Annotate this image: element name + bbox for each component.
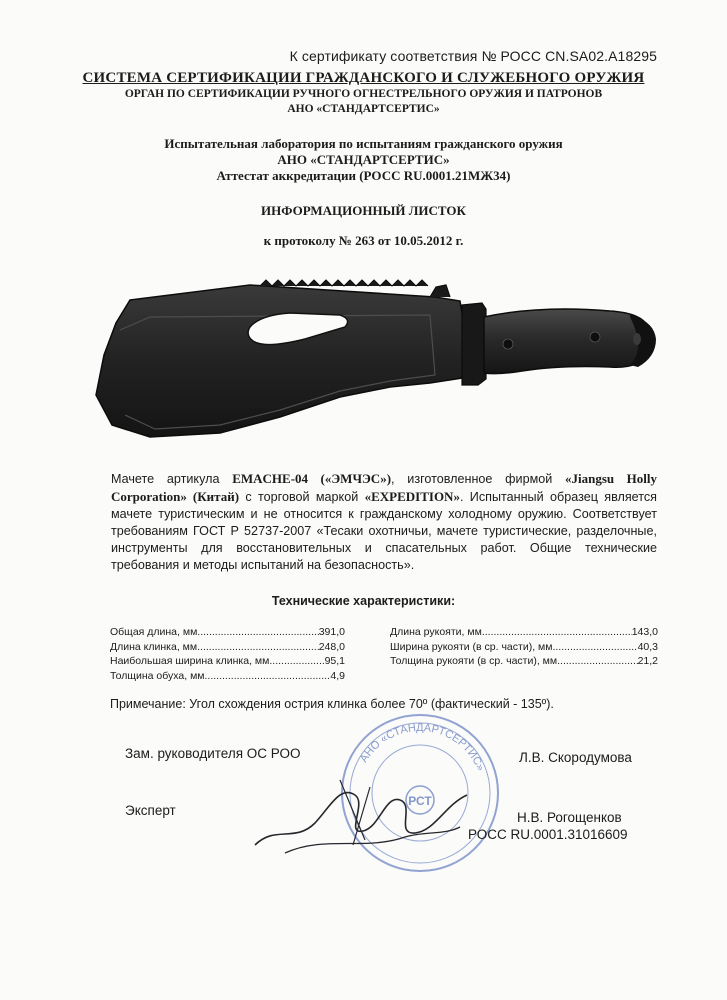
spec-row: Длина клинка, мм ..... 248,0 [110,640,345,655]
specs-title: Технические характеристики: [271,594,456,608]
spec-row: Общая длина, мм ..... 391,0 [110,625,345,640]
protocol-reference: к протоколу № 263 от 10.05.2012 г. [263,233,464,248]
note-text: Примечание: Угол схождения острия клинка более 70º (фактический - 135º). [110,697,554,711]
machete-photo [90,275,660,445]
spec-row: Длина рукояти, мм ..... 143,0 [390,625,658,640]
laboratory-title: Испытательная лаборатория по испытаниям гражданского оружия [164,136,563,151]
organization-name: АНО «СТАНДАРТСЕРТИС» [287,103,440,115]
manufacturer-name: «Jiangsu Holly Corporation» (Китай) [111,471,657,504]
laboratory-organization: АНО «СТАНДАРТСЕРТИС» [277,152,450,167]
article-name: EMACHE-04 («ЭМЧЭС») [232,471,392,486]
specs-left-column [110,625,345,683]
accreditation-certificate: Аттестат аккредитации (РОСС RU.0001.21МЖ34) [216,168,511,183]
spec-row: Наибольшая ширина клинка, мм ..... 95,1 [110,654,345,669]
signer-name-deputy-head: Л.В. Скородумова [519,750,632,765]
brand-name: «EXPEDITION» [364,489,460,504]
spec-row: Толщина обуха, мм ..... 4,9 [110,669,345,684]
stamp-center-text: РСТ [408,794,432,808]
spec-row: Ширина рукояти (в ср. части), мм ..... 40,3 [390,640,658,655]
expert-registration-number: РОСС RU.0001.31016609 [468,827,628,842]
stamp-ring-text: АНО «СТАНДАРТСЕРТИС» [357,721,487,773]
specs-right-column [390,625,658,669]
document-title: ИНФОРМАЦИОННЫЙ ЛИСТОК [261,203,466,218]
handwritten-signature [245,765,475,860]
signer-role-expert: Эксперт [125,803,176,818]
signer-name-expert: Н.В. Рогощенков [517,810,622,825]
spec-row: Толщина рукояти (в ср. части), мм ..... 21,2 [390,654,658,669]
certification-organ: ОРГАН ПО СЕРТИФИКАЦИИ РУЧНОГО ОГНЕСТРЕЛЬНОГО ОРУЖИЯ И ПАТРОНОВ [124,88,603,100]
signer-role-deputy-head: Зам. руководителя ОС РОО [125,746,301,761]
certificate-reference: К сертификату соответствия № РОСС CN.SA02.A18295 [289,48,657,64]
product-description: Мачете артикула EMACHE-04 («ЭМЧЭС»), изготовленное фирмой «Jiangsu Holly Corporation» (Китай) с торговой маркой «EXPEDITION». Испытанный образец является мачете туристическим и не относится к гражданскому холодному оружию. Соответствует требованиям ГОСТ Р 52737-2007 «Тесаки охотничьи, мачете туристические, разделочные, инструменты для восстановительных и спасательных работ. Общие технические требования и методы испытаний на безопасность». [111,471,657,572]
system-title: СИСТЕМА СЕРТИФИКАЦИИ ГРАЖДАНСКОГО И СЛУЖЕБНОГО ОРУЖИЯ [82,70,645,86]
